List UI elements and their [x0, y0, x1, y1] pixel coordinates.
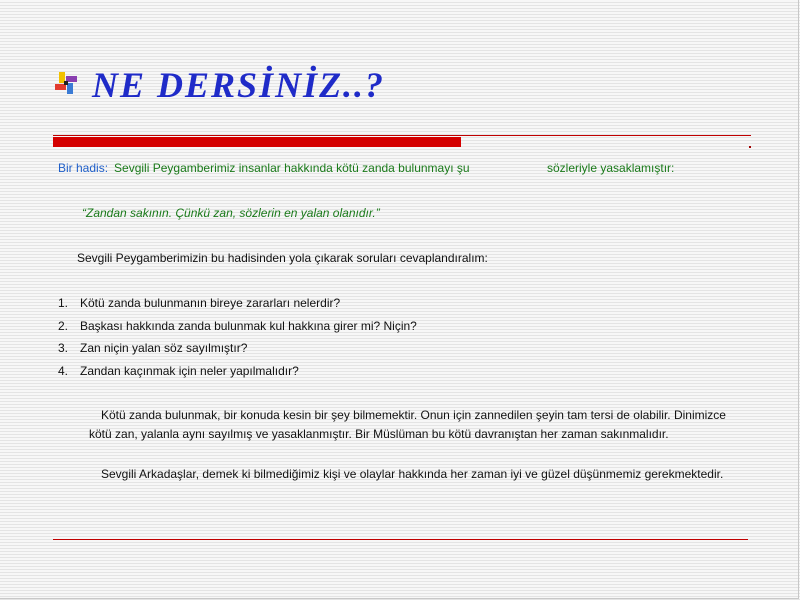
hadis-line	[58, 161, 470, 175]
question-number: 1.	[58, 296, 69, 310]
question-text: Zan niçin yalan söz sayılmıştır?	[80, 341, 248, 355]
hadis-prefix: Bir hadis:	[58, 161, 109, 175]
question-item	[58, 319, 417, 342]
four-color-cross-bullet-icon	[55, 72, 77, 94]
question-item	[58, 341, 417, 364]
question-item	[58, 364, 417, 387]
conclusion-paragraph: Sevgili Arkadaşlar, demek ki bilmediğimiz kişi ve olaylar hakkında her zaman iyi ve güzel düşünmemiz gerekmektedir.	[101, 467, 724, 481]
divider-end-mark	[749, 146, 751, 148]
questions-list	[58, 296, 417, 386]
divider-bottom	[53, 539, 748, 540]
question-number: 3.	[58, 341, 69, 355]
question-number: 4.	[58, 363, 69, 378]
question-item	[58, 296, 417, 319]
question-text: Zandan kaçınmak için neler yapılmalıdır?	[80, 363, 299, 378]
hadis-quote: “Zandan sakının. Çünkü zan, sözlerin en yalan olanıdır.”	[82, 206, 380, 220]
divider-thick-red	[53, 137, 461, 147]
question-text: Kötü zanda bulunmanın bireye zararları nelerdir?	[80, 296, 341, 310]
hadis-text: Sevgili Peygamberimiz insanlar hakkında kötü zanda bulunmayı şu	[114, 161, 470, 175]
hadis-text-end: sözleriyle yasaklamıştır:	[547, 161, 675, 175]
question-number: 2.	[58, 318, 69, 333]
question-text: Başkası hakkında zanda bulunmak kul hakkına girer mi? Niçin?	[80, 318, 417, 333]
divider-thin-top	[53, 135, 751, 136]
intro-text: Sevgili Peygamberimizin bu hadisinden yola çıkarak soruları cevaplandıralım:	[77, 251, 488, 265]
explanation-paragraph: Kötü zanda bulunmak, bir konuda kesin bir şey bilmemektir. Onun için zannedilen şeyin tam tersi de olabilir. Dinimizce kötü zan, yalanla aynı sayılmış ve yasaklanmıştır. Bir Müslüman bu kötü davranıştan her zaman sakınmalıdır.	[89, 408, 726, 441]
page-title: NE DERSİNİZ..?	[92, 65, 386, 105]
